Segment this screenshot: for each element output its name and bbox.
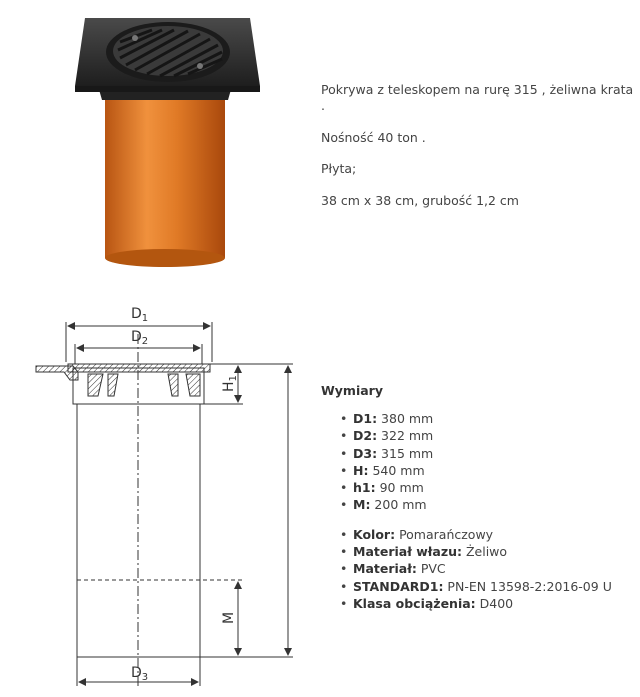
pipe-outline: [77, 404, 200, 657]
list-item: • Kolor: Pomarańczowy: [353, 526, 636, 543]
list-item: • Materiał: PVC: [353, 560, 636, 577]
list-item: • Materiał włazu: Żeliwo: [353, 543, 636, 560]
drawing-svg: [28, 296, 308, 692]
technical-drawing: [28, 296, 308, 692]
product-description: [321, 82, 636, 224]
description-line: Nośność 40 ton .: [321, 129, 426, 145]
specifications: [321, 383, 636, 612]
description-line: Płyta;: [321, 161, 357, 176]
dimensions-list: [321, 410, 636, 514]
d3-label: $D_3$: [131, 665, 149, 683]
cover-plate: [68, 364, 210, 372]
product-photo: [60, 8, 270, 268]
properties-list: [321, 526, 636, 612]
pipe-body: [105, 80, 225, 258]
description-line: Pokrywa z teleskopem na rurę 315 , żeliwna krata .: [321, 82, 634, 113]
description-line: 38 cm x 38 cm, grubość 1,2 cm: [321, 192, 519, 208]
list-item: • M: 200 mm: [353, 496, 636, 513]
list-item: • H: 540 mm: [353, 462, 636, 479]
h1-label: $H_1$: [221, 375, 239, 392]
plate-flange-left: [36, 366, 78, 380]
list-item: • Klasa obciążenia: D400: [353, 595, 636, 612]
specs-title: Wymiary: [321, 383, 383, 398]
d2-label: $D_2$: [131, 329, 149, 347]
list-item: • D3: 315 mm: [353, 445, 636, 462]
list-item: • D1: 380 mm: [353, 410, 636, 427]
m-label: M: [221, 611, 237, 624]
pipe-bottom: [105, 249, 225, 267]
list-item: • h1: 90 mm: [353, 479, 636, 496]
product-image: [60, 8, 270, 268]
list-item: • STANDARD1: PN-EN 13598-2:2016-09 U: [353, 578, 636, 595]
list-item: • D2: 322 mm: [353, 427, 636, 444]
d1-label: $D_1$: [131, 306, 149, 324]
